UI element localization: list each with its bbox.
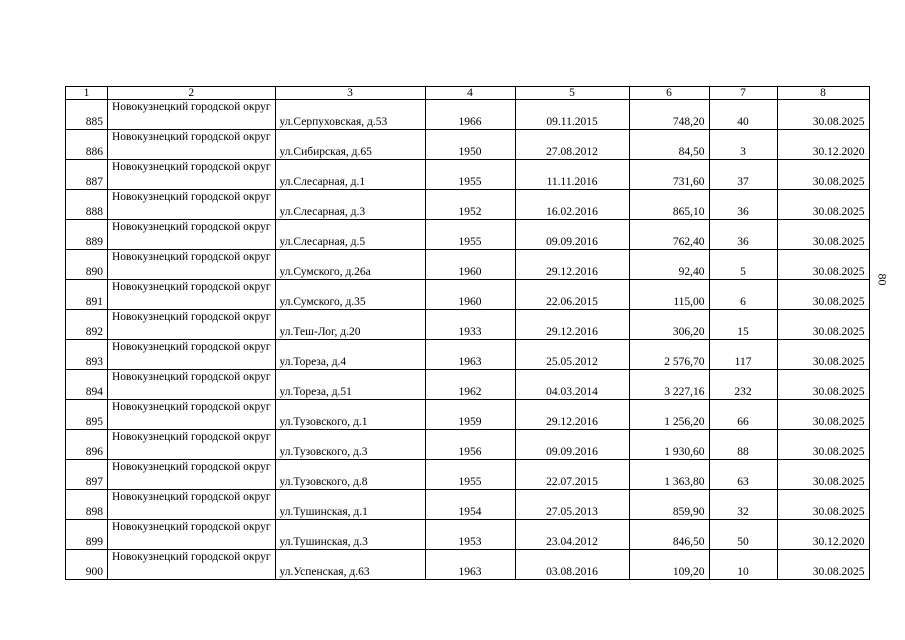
address-cell: ул.Тореза, д.51 bbox=[275, 370, 425, 400]
table-row bbox=[66, 100, 870, 130]
area-cell: 3 227,16 bbox=[629, 370, 709, 400]
col-header-5: 5 bbox=[515, 87, 629, 100]
municipality-cell: Новокузнецкий городской округ bbox=[108, 280, 276, 310]
area-cell: 1 256,20 bbox=[629, 400, 709, 430]
municipality-cell: Новокузнецкий городской округ bbox=[108, 100, 276, 130]
address-cell: ул.Успенская, д.63 bbox=[275, 550, 425, 580]
address-cell: ул.Серпуховская, д.53 bbox=[275, 100, 425, 130]
municipality-cell: Новокузнецкий городской округ bbox=[108, 220, 276, 250]
date-cell: 25.05.2012 bbox=[515, 340, 629, 370]
table-row bbox=[66, 130, 870, 160]
year-built-cell: 1955 bbox=[425, 460, 515, 490]
year-built-cell: 1959 bbox=[425, 400, 515, 430]
address-cell: ул.Теш-Лог, д.20 bbox=[275, 310, 425, 340]
row-number-cell: 898 bbox=[66, 490, 108, 520]
residents-count-cell: 37 bbox=[709, 160, 777, 190]
table-row bbox=[66, 430, 870, 460]
col-header-1: 1 bbox=[66, 87, 108, 100]
municipality-cell: Новокузнецкий городской округ bbox=[108, 400, 276, 430]
table-row bbox=[66, 460, 870, 490]
deadline-date-cell: 30.08.2025 bbox=[777, 220, 869, 250]
col-header-8: 8 bbox=[777, 87, 869, 100]
table-body bbox=[66, 100, 870, 580]
row-number-cell: 889 bbox=[66, 220, 108, 250]
deadline-date-cell: 30.08.2025 bbox=[777, 280, 869, 310]
row-number-cell: 894 bbox=[66, 370, 108, 400]
deadline-date-cell: 30.08.2025 bbox=[777, 310, 869, 340]
address-cell: ул.Сибирская, д.65 bbox=[275, 130, 425, 160]
page-number: 80 bbox=[875, 273, 890, 286]
date-cell: 29.12.2016 bbox=[515, 310, 629, 340]
table-row bbox=[66, 250, 870, 280]
deadline-date-cell: 30.08.2025 bbox=[777, 490, 869, 520]
year-built-cell: 1933 bbox=[425, 310, 515, 340]
year-built-cell: 1950 bbox=[425, 130, 515, 160]
row-number-cell: 890 bbox=[66, 250, 108, 280]
date-cell: 03.08.2016 bbox=[515, 550, 629, 580]
area-cell: 306,20 bbox=[629, 310, 709, 340]
deadline-date-cell: 30.08.2025 bbox=[777, 250, 869, 280]
table-row bbox=[66, 220, 870, 250]
residents-count-cell: 88 bbox=[709, 430, 777, 460]
residents-count-cell: 36 bbox=[709, 190, 777, 220]
column-number-row bbox=[66, 87, 870, 100]
table-row bbox=[66, 370, 870, 400]
deadline-date-cell: 30.08.2025 bbox=[777, 400, 869, 430]
residents-count-cell: 32 bbox=[709, 490, 777, 520]
col-header-2: 2 bbox=[108, 87, 276, 100]
area-cell: 115,00 bbox=[629, 280, 709, 310]
year-built-cell: 1954 bbox=[425, 490, 515, 520]
area-cell: 1 363,80 bbox=[629, 460, 709, 490]
residents-count-cell: 36 bbox=[709, 220, 777, 250]
area-cell: 846,50 bbox=[629, 520, 709, 550]
date-cell: 16.02.2016 bbox=[515, 190, 629, 220]
row-number-cell: 885 bbox=[66, 100, 108, 130]
date-cell: 23.04.2012 bbox=[515, 520, 629, 550]
date-cell: 29.12.2016 bbox=[515, 250, 629, 280]
table-row bbox=[66, 490, 870, 520]
residents-count-cell: 50 bbox=[709, 520, 777, 550]
row-number-cell: 892 bbox=[66, 310, 108, 340]
table-row bbox=[66, 280, 870, 310]
row-number-cell: 897 bbox=[66, 460, 108, 490]
table-row bbox=[66, 400, 870, 430]
deadline-date-cell: 30.08.2025 bbox=[777, 160, 869, 190]
date-cell: 29.12.2016 bbox=[515, 400, 629, 430]
row-number-cell: 887 bbox=[66, 160, 108, 190]
year-built-cell: 1960 bbox=[425, 280, 515, 310]
address-cell: ул.Тузовского, д.8 bbox=[275, 460, 425, 490]
date-cell: 27.05.2013 bbox=[515, 490, 629, 520]
table-row bbox=[66, 310, 870, 340]
municipality-cell: Новокузнецкий городской округ bbox=[108, 370, 276, 400]
table-row bbox=[66, 160, 870, 190]
address-cell: ул.Тузовского, д.3 bbox=[275, 430, 425, 460]
col-header-3: 3 bbox=[275, 87, 425, 100]
address-cell: ул.Тушинская, д.1 bbox=[275, 490, 425, 520]
area-cell: 762,40 bbox=[629, 220, 709, 250]
residents-count-cell: 6 bbox=[709, 280, 777, 310]
housing-register-table bbox=[65, 86, 870, 580]
table-row bbox=[66, 190, 870, 220]
row-number-cell: 895 bbox=[66, 400, 108, 430]
area-cell: 2 576,70 bbox=[629, 340, 709, 370]
deadline-date-cell: 30.08.2025 bbox=[777, 100, 869, 130]
row-number-cell: 888 bbox=[66, 190, 108, 220]
year-built-cell: 1953 bbox=[425, 520, 515, 550]
row-number-cell: 886 bbox=[66, 130, 108, 160]
date-cell: 11.11.2016 bbox=[515, 160, 629, 190]
address-cell: ул.Слесарная, д.1 bbox=[275, 160, 425, 190]
row-number-cell: 891 bbox=[66, 280, 108, 310]
deadline-date-cell: 30.08.2025 bbox=[777, 460, 869, 490]
year-built-cell: 1955 bbox=[425, 220, 515, 250]
residents-count-cell: 15 bbox=[709, 310, 777, 340]
municipality-cell: Новокузнецкий городской округ bbox=[108, 160, 276, 190]
date-cell: 09.11.2015 bbox=[515, 100, 629, 130]
address-cell: ул.Тореза, д.4 bbox=[275, 340, 425, 370]
date-cell: 22.07.2015 bbox=[515, 460, 629, 490]
municipality-cell: Новокузнецкий городской округ bbox=[108, 550, 276, 580]
area-cell: 748,20 bbox=[629, 100, 709, 130]
table-row bbox=[66, 520, 870, 550]
residents-count-cell: 5 bbox=[709, 250, 777, 280]
year-built-cell: 1963 bbox=[425, 340, 515, 370]
area-cell: 1 930,60 bbox=[629, 430, 709, 460]
municipality-cell: Новокузнецкий городской округ bbox=[108, 520, 276, 550]
date-cell: 27.08.2012 bbox=[515, 130, 629, 160]
municipality-cell: Новокузнецкий городской округ bbox=[108, 250, 276, 280]
row-number-cell: 893 bbox=[66, 340, 108, 370]
address-cell: ул.Сумского, д.35 bbox=[275, 280, 425, 310]
date-cell: 09.09.2016 bbox=[515, 220, 629, 250]
area-cell: 731,60 bbox=[629, 160, 709, 190]
residents-count-cell: 3 bbox=[709, 130, 777, 160]
table-row bbox=[66, 340, 870, 370]
deadline-date-cell: 30.08.2025 bbox=[777, 550, 869, 580]
residents-count-cell: 10 bbox=[709, 550, 777, 580]
area-cell: 92,40 bbox=[629, 250, 709, 280]
deadline-date-cell: 30.08.2025 bbox=[777, 190, 869, 220]
year-built-cell: 1952 bbox=[425, 190, 515, 220]
row-number-cell: 896 bbox=[66, 430, 108, 460]
address-cell: ул.Сумского, д.26а bbox=[275, 250, 425, 280]
year-built-cell: 1963 bbox=[425, 550, 515, 580]
address-cell: ул.Тушинская, д.3 bbox=[275, 520, 425, 550]
row-number-cell: 900 bbox=[66, 550, 108, 580]
municipality-cell: Новокузнецкий городской округ bbox=[108, 490, 276, 520]
deadline-date-cell: 30.08.2025 bbox=[777, 430, 869, 460]
year-built-cell: 1955 bbox=[425, 160, 515, 190]
col-header-4: 4 bbox=[425, 87, 515, 100]
year-built-cell: 1966 bbox=[425, 100, 515, 130]
col-header-7: 7 bbox=[709, 87, 777, 100]
residents-count-cell: 232 bbox=[709, 370, 777, 400]
municipality-cell: Новокузнецкий городской округ bbox=[108, 310, 276, 340]
col-header-6: 6 bbox=[629, 87, 709, 100]
address-cell: ул.Слесарная, д.3 bbox=[275, 190, 425, 220]
municipality-cell: Новокузнецкий городской округ bbox=[108, 430, 276, 460]
residents-count-cell: 66 bbox=[709, 400, 777, 430]
residents-count-cell: 117 bbox=[709, 340, 777, 370]
area-cell: 84,50 bbox=[629, 130, 709, 160]
row-number-cell: 899 bbox=[66, 520, 108, 550]
year-built-cell: 1960 bbox=[425, 250, 515, 280]
address-cell: ул.Тузовского, д.1 bbox=[275, 400, 425, 430]
deadline-date-cell: 30.12.2020 bbox=[777, 520, 869, 550]
residents-count-cell: 63 bbox=[709, 460, 777, 490]
date-cell: 22.06.2015 bbox=[515, 280, 629, 310]
area-cell: 865,10 bbox=[629, 190, 709, 220]
deadline-date-cell: 30.08.2025 bbox=[777, 370, 869, 400]
residents-count-cell: 40 bbox=[709, 100, 777, 130]
address-cell: ул.Слесарная, д.5 bbox=[275, 220, 425, 250]
date-cell: 09.09.2016 bbox=[515, 430, 629, 460]
table-row bbox=[66, 550, 870, 580]
area-cell: 859,90 bbox=[629, 490, 709, 520]
year-built-cell: 1956 bbox=[425, 430, 515, 460]
date-cell: 04.03.2014 bbox=[515, 370, 629, 400]
municipality-cell: Новокузнецкий городской округ bbox=[108, 130, 276, 160]
municipality-cell: Новокузнецкий городской округ bbox=[108, 190, 276, 220]
area-cell: 109,20 bbox=[629, 550, 709, 580]
municipality-cell: Новокузнецкий городской округ bbox=[108, 460, 276, 490]
year-built-cell: 1962 bbox=[425, 370, 515, 400]
municipality-cell: Новокузнецкий городской округ bbox=[108, 340, 276, 370]
deadline-date-cell: 30.08.2025 bbox=[777, 340, 869, 370]
deadline-date-cell: 30.12.2020 bbox=[777, 130, 869, 160]
